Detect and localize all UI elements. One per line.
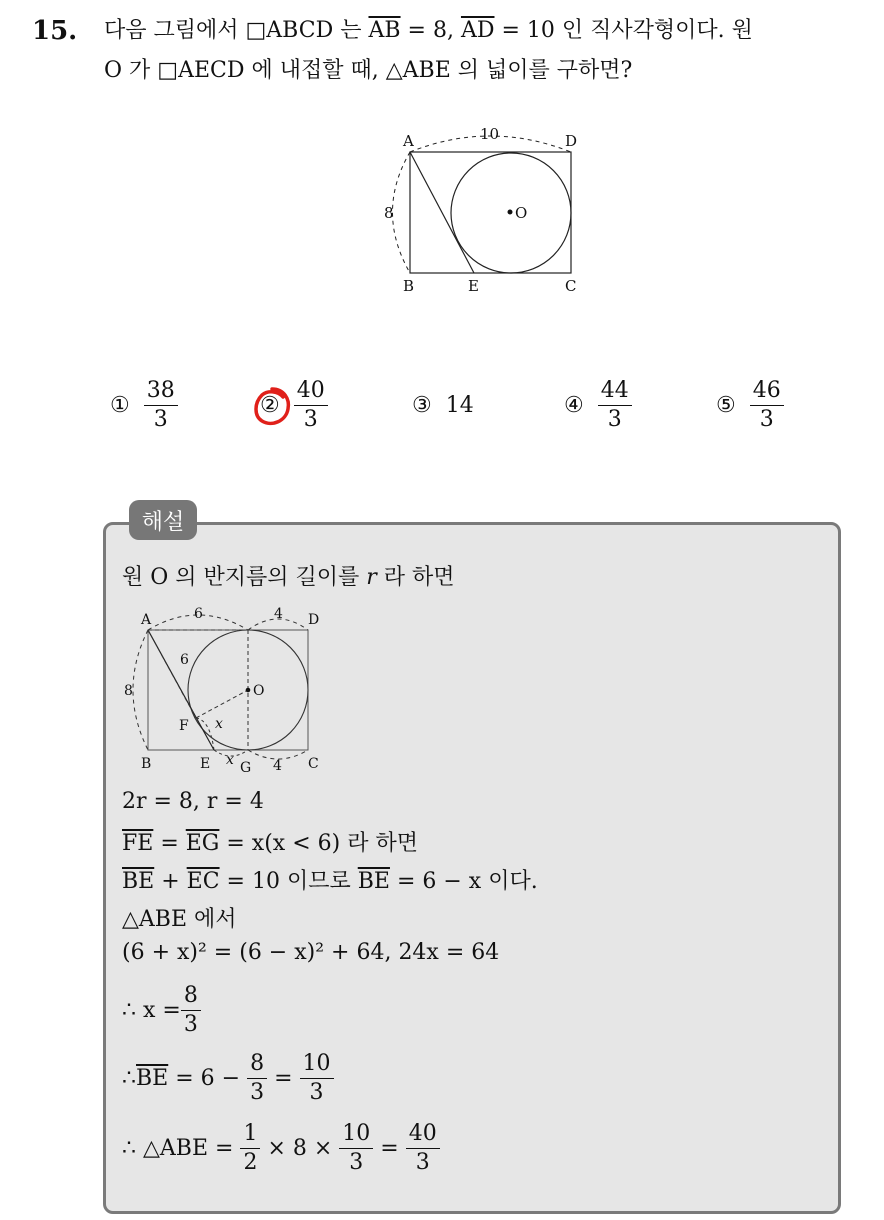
label-a: A <box>141 612 152 628</box>
label-e: E <box>200 756 211 772</box>
solution-intro: 원 O 의 반지름의 길이를 r 라 하면 <box>122 565 455 590</box>
solution-line-4: △ABE 에서 <box>122 907 237 932</box>
label-f: F <box>179 718 189 734</box>
solution-line-3: $\overline{BE} + \overline{EC} = 10$ 이므로 $\overline{BE} = 6 - x$ 이다. <box>122 869 538 894</box>
segment-fo <box>196 690 248 718</box>
choice-4[interactable]: ④ $\frac{44}{3}$ <box>564 370 632 440</box>
label-4-bottom: 4 <box>273 758 282 774</box>
dim-ab <box>393 152 411 273</box>
label-b: B <box>141 756 152 772</box>
solution-tag: 해설 <box>129 500 197 540</box>
rectangle-abcd <box>148 630 308 750</box>
solution-line-6: ∴ x = $\frac{8}{3}$ <box>122 984 201 1037</box>
label-d: D <box>565 132 578 150</box>
center-dot <box>508 210 513 215</box>
label-10: 10 <box>480 125 500 143</box>
solution-line-7: ∴ $\overline{BE}$ = 6 − $\frac{8}{3}$ = $\frac{10}{3}$ <box>122 1052 334 1105</box>
label-a: A <box>403 132 414 150</box>
selected-mark-icon <box>250 385 294 429</box>
question-text-line1: 다음 그림에서 □ABCD 는 $\overline{AB} = 8$, $\overline{AD} = 10$ 인 직사각형이다. 원 <box>104 18 753 43</box>
center-dot <box>246 688 251 693</box>
solution-line-5: (6 + x)² = (6 − x)² + 64, 24x = 64 <box>122 940 500 965</box>
label-e: E <box>468 277 479 295</box>
dim-8 <box>133 630 148 750</box>
rectangle-abcd <box>410 152 571 273</box>
label-4-top: 4 <box>274 606 283 622</box>
label-g: G <box>240 760 252 776</box>
label-6-af: 6 <box>180 652 189 668</box>
label-6-top: 6 <box>194 606 203 622</box>
label-c: C <box>565 277 577 295</box>
question-text-line2: O 가 □AECD 에 내접할 때, △ABE 의 넓이를 구하면? <box>104 58 633 83</box>
solution-line-2: $\overline{FE} = \overline{EG} = x(x < 6)$ 라 하면 <box>122 831 418 856</box>
label-8: 8 <box>384 204 394 222</box>
segment-ad: $\overline{AD}$ <box>460 18 495 43</box>
solution-line-8: ∴ △ABE = $\frac{1}{2}$ × 8 × $\frac{10}{3}$ = $\frac{40}{3}$ <box>122 1122 440 1175</box>
choice-5[interactable]: ⑤ $\frac{46}{3}$ <box>716 370 784 440</box>
label-b: B <box>403 277 415 295</box>
label-x-fe: x <box>215 716 223 732</box>
problem-figure <box>370 120 600 300</box>
label-o: O <box>253 683 265 699</box>
solution-figure <box>118 600 338 780</box>
segment-ab: $\overline{AB}$ <box>368 18 401 43</box>
segment-ae <box>410 152 474 273</box>
label-o: O <box>515 204 528 222</box>
choice-2[interactable]: ② $\frac{40}{3}$ <box>260 370 328 440</box>
label-c: C <box>308 756 319 772</box>
label-d: D <box>308 612 320 628</box>
choice-1[interactable]: ① $\frac{38}{3}$ <box>110 370 178 440</box>
solution-line-1: 2r = 8, r = 4 <box>122 789 264 814</box>
choice-3[interactable]: ③ 14 <box>412 392 474 418</box>
label-8: 8 <box>124 683 133 699</box>
label-x-eg: x <box>226 752 234 768</box>
question-number: 15. <box>32 16 78 46</box>
segment-af <box>148 630 196 718</box>
